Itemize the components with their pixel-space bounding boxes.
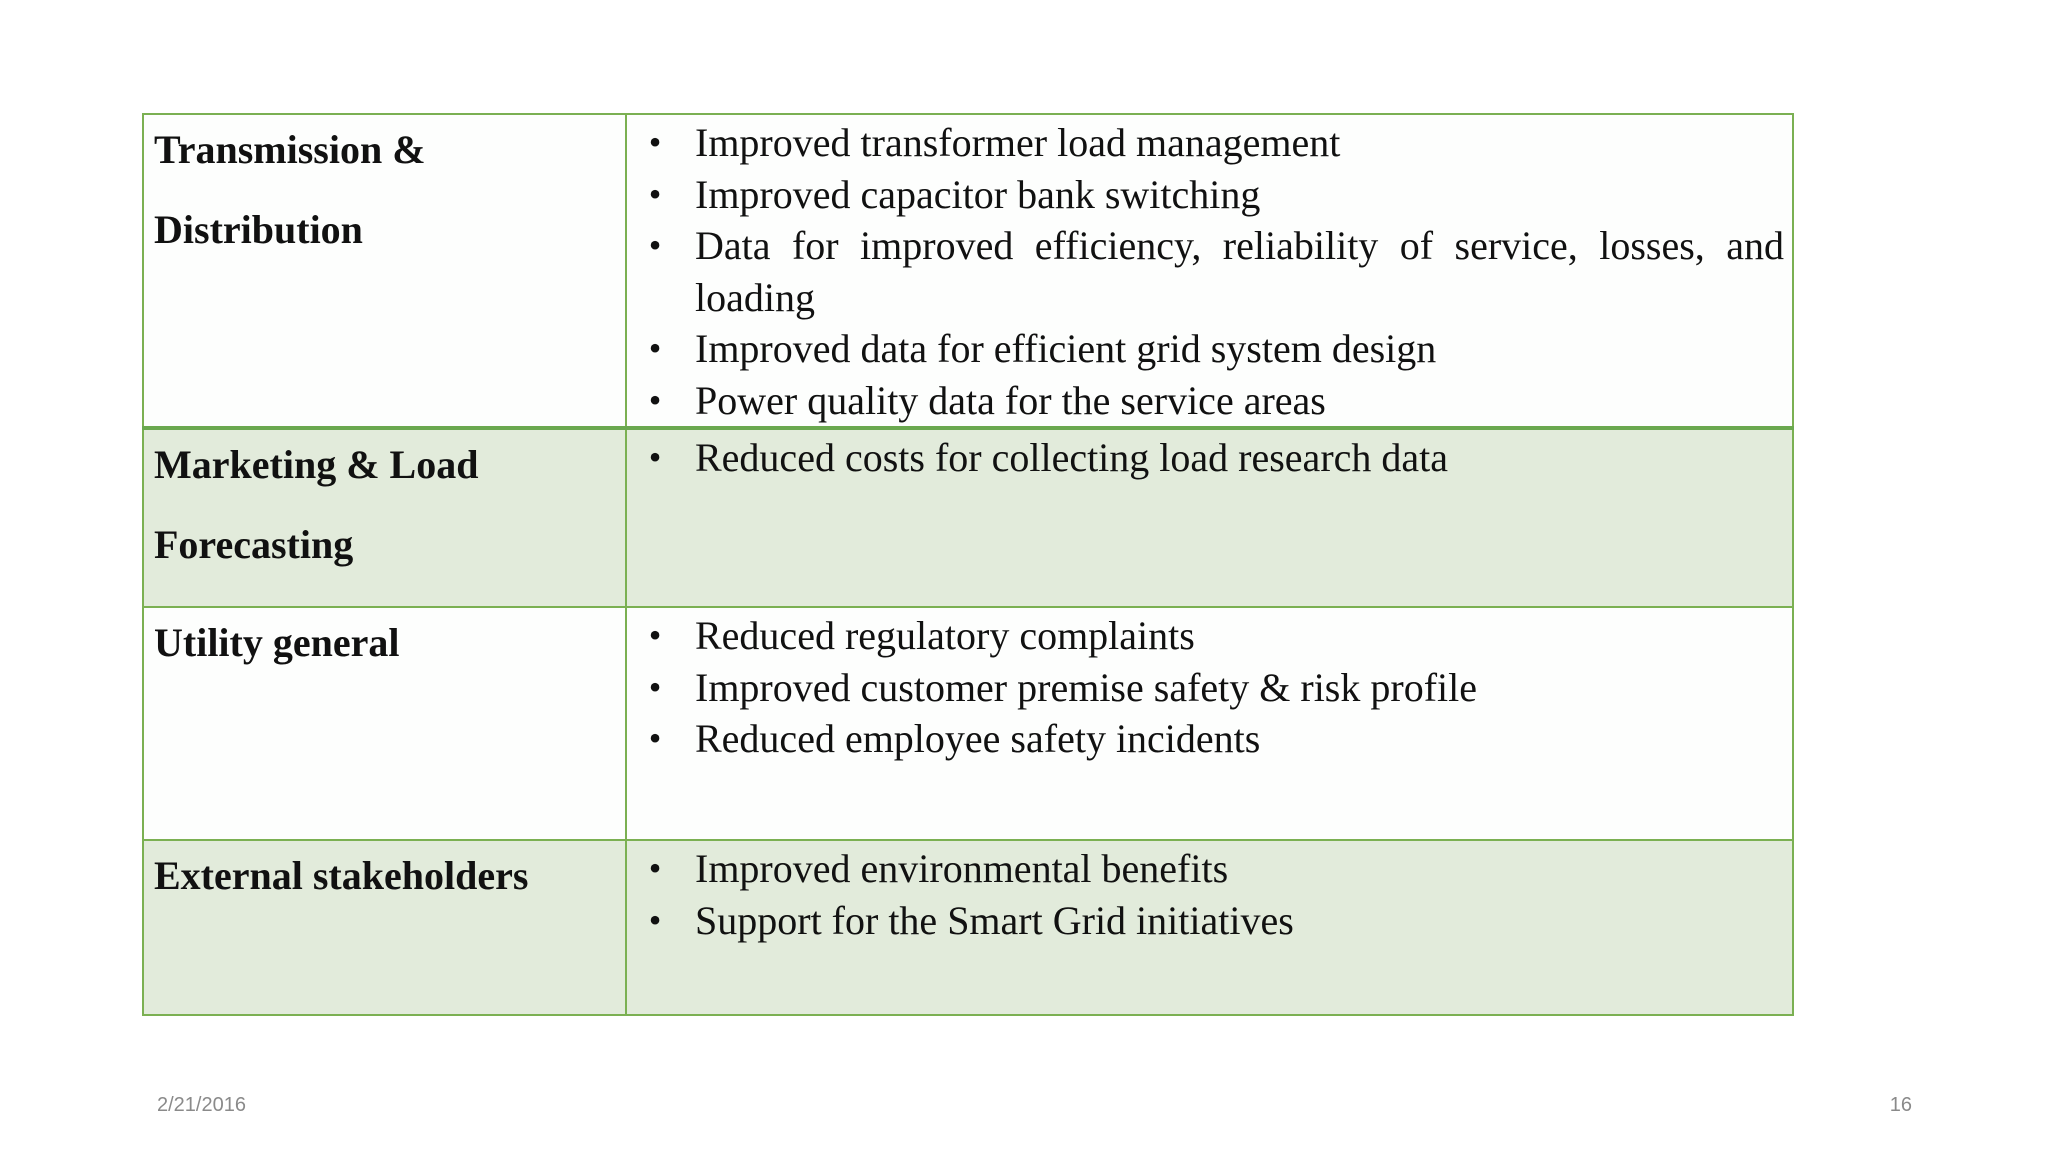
list-item bbox=[627, 220, 1784, 323]
benefits-table bbox=[142, 113, 1794, 1016]
bullet-icon: • bbox=[648, 848, 662, 888]
list-item bbox=[627, 169, 1784, 221]
benefits-cell bbox=[626, 840, 1793, 1015]
list-item bbox=[627, 610, 1784, 662]
list-item bbox=[627, 713, 1784, 765]
benefit-text: Improved environmental benefits bbox=[695, 846, 1229, 891]
benefits-cell bbox=[626, 114, 1793, 428]
bullet-icon: • bbox=[648, 899, 662, 940]
list-item bbox=[627, 895, 1784, 947]
benefit-text: Data for improved efficiency, reliability of service, losses, and loading bbox=[695, 223, 1784, 320]
bullet-icon: • bbox=[648, 437, 662, 477]
benefits-cell bbox=[626, 607, 1793, 840]
benefits-cell bbox=[626, 428, 1793, 607]
bullet-icon: • bbox=[648, 666, 662, 707]
benefit-list bbox=[627, 608, 1792, 765]
benefit-text: Reduced costs for collecting load research data bbox=[695, 435, 1449, 480]
list-item bbox=[627, 843, 1784, 895]
benefit-text: Improved data for efficient grid system design bbox=[695, 326, 1437, 371]
category-label: Marketing & Load Forecasting bbox=[154, 442, 479, 567]
category-cell bbox=[143, 840, 626, 1015]
list-item bbox=[627, 375, 1784, 427]
bullet-icon: • bbox=[648, 122, 662, 162]
benefit-text: Reduced regulatory complaints bbox=[695, 613, 1195, 658]
benefit-text: Support for the Smart Grid initiatives bbox=[695, 897, 1294, 943]
benefit-text: Reduced employee safety incidents bbox=[695, 716, 1261, 761]
category-label: Transmission & Distribution bbox=[154, 127, 426, 252]
list-item bbox=[627, 662, 1784, 714]
category-cell bbox=[143, 428, 626, 607]
bullet-icon: • bbox=[648, 173, 662, 214]
list-item bbox=[627, 323, 1784, 375]
table-row bbox=[143, 607, 1793, 840]
table-row bbox=[143, 428, 1793, 607]
footer-date: 2/21/2016 bbox=[157, 1094, 246, 1116]
benefit-text: Improved customer premise safety & risk profile bbox=[695, 664, 1477, 710]
benefit-text: Power quality data for the service areas bbox=[695, 377, 1326, 423]
bullet-icon: • bbox=[648, 615, 662, 655]
category-label: Utility general bbox=[154, 620, 400, 665]
list-item bbox=[627, 117, 1784, 169]
list-item bbox=[627, 432, 1784, 484]
table-row bbox=[143, 840, 1793, 1015]
bullet-icon: • bbox=[648, 718, 662, 758]
benefit-list bbox=[627, 841, 1792, 946]
category-label: External stakeholders bbox=[154, 853, 529, 898]
benefit-text: Improved capacitor bank switching bbox=[695, 171, 1261, 217]
benefit-list bbox=[627, 115, 1792, 426]
benefit-list bbox=[627, 430, 1792, 484]
benefit-text: Improved transformer load management bbox=[695, 120, 1341, 165]
table-row bbox=[143, 114, 1793, 428]
bullet-icon: • bbox=[648, 225, 662, 265]
bullet-icon: • bbox=[648, 379, 662, 420]
bullet-icon: • bbox=[648, 328, 662, 368]
page-number: 16 bbox=[1889, 1094, 1912, 1116]
category-cell bbox=[143, 607, 626, 840]
category-cell bbox=[143, 114, 626, 428]
